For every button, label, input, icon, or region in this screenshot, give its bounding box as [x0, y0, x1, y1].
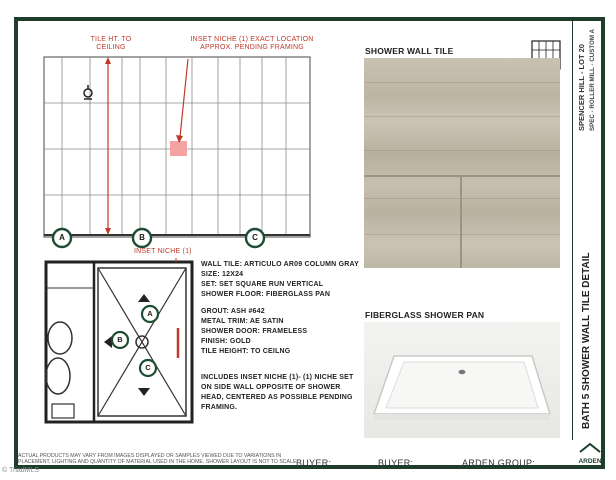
elev-marker-a-label: A: [59, 233, 65, 242]
spec-name: SPEC - ROLLER MILL - CUSTOM A: [589, 29, 596, 131]
plan-marker-b-label: B: [117, 335, 123, 344]
spec-block-2: [201, 307, 307, 357]
elev-marker-c-label: C: [252, 233, 258, 242]
spec-line: INCLUDES INSET NICHE (1)- (1) NICHE SET: [201, 374, 354, 381]
spec-line: FINISH: GOLD: [201, 338, 251, 345]
plan-niche-label: INSET NICHE (1): [134, 248, 192, 255]
buyer-signature-2: BUYER:_________: [378, 458, 462, 468]
spec-line: SET: SET SQUARE RUN VERTICAL: [201, 281, 324, 288]
sheet-title: BATH 5 SHOWER WALL TILE DETAIL: [581, 252, 592, 429]
spec-line: HEAD, CENTERED AS POSSIBLE PENDING: [201, 394, 353, 401]
disclaimer-text: ACTUAL PRODUCTS MAY VARY FROM IMAGES DISPLAYED OR SAMPLES VIEWED DUE TO VARIATIONS IN PLACEMENT, LIGHTING AND QUANTITY OF MATERIAL USED IN THE HOME. SHOWER LAYOUT IS NOT TO SCALE.: [18, 453, 298, 466]
spec-block-3: [201, 373, 353, 413]
spec-line: SHOWER FLOOR: FIBERGLASS PAN: [201, 291, 331, 298]
plan-marker-a-label: A: [147, 309, 153, 318]
sidebar-divider: [572, 20, 573, 440]
elevation-markers: [50, 227, 270, 249]
buyer-signature-1: BUYER:_________: [296, 458, 380, 468]
project-name: SPENCER HILL - LOT 20: [577, 44, 586, 131]
title-sidebar: [574, 21, 600, 465]
logo-text: ARDEN: [578, 458, 602, 465]
arden-group-signature: ARDEN GROUP:_________: [462, 458, 583, 468]
shower-wall-tile-header: SHOWER WALL TILE: [365, 46, 454, 56]
spec-line: SIZE: 12X24: [201, 271, 244, 278]
wall-tile-image: [364, 58, 560, 268]
spec-line: WALL TILE: ARTICULO AR09 COLUMN GRAY: [201, 261, 359, 268]
spec-line: TILE HEIGHT: TO CEILNG: [201, 348, 291, 355]
shower-pan-image: [364, 322, 560, 438]
spec-line: GROUT: ASH #642: [201, 308, 265, 315]
spec-line: METAL TRIM: AE SATIN: [201, 318, 284, 325]
tile-height-note: TILE HT. TO CEILING: [90, 36, 132, 51]
plan-marker-c-label: C: [145, 363, 151, 372]
arden-roof-icon: [576, 441, 604, 453]
fiberglass-pan-header: FIBERGLASS SHOWER PAN: [365, 310, 485, 320]
niche-location-note: INSET NICHE (1) EXACT LOCATION APPROX. PENDING FRAMING: [190, 36, 314, 51]
watermark: © TriadMLS: [2, 467, 40, 474]
shower-elevation-drawing: [40, 55, 316, 245]
spec-line: FRAMING.: [201, 404, 238, 411]
niche-marker: [170, 141, 187, 156]
logo-sub: HOMES: [583, 465, 597, 469]
elev-marker-b-label: B: [139, 233, 145, 242]
spec-line: ON SIDE WALL OPPOSITE OF SHOWER: [201, 384, 341, 391]
spec-line: SHOWER DOOR: FRAMELESS: [201, 328, 308, 335]
spec-block-1: [201, 260, 359, 300]
